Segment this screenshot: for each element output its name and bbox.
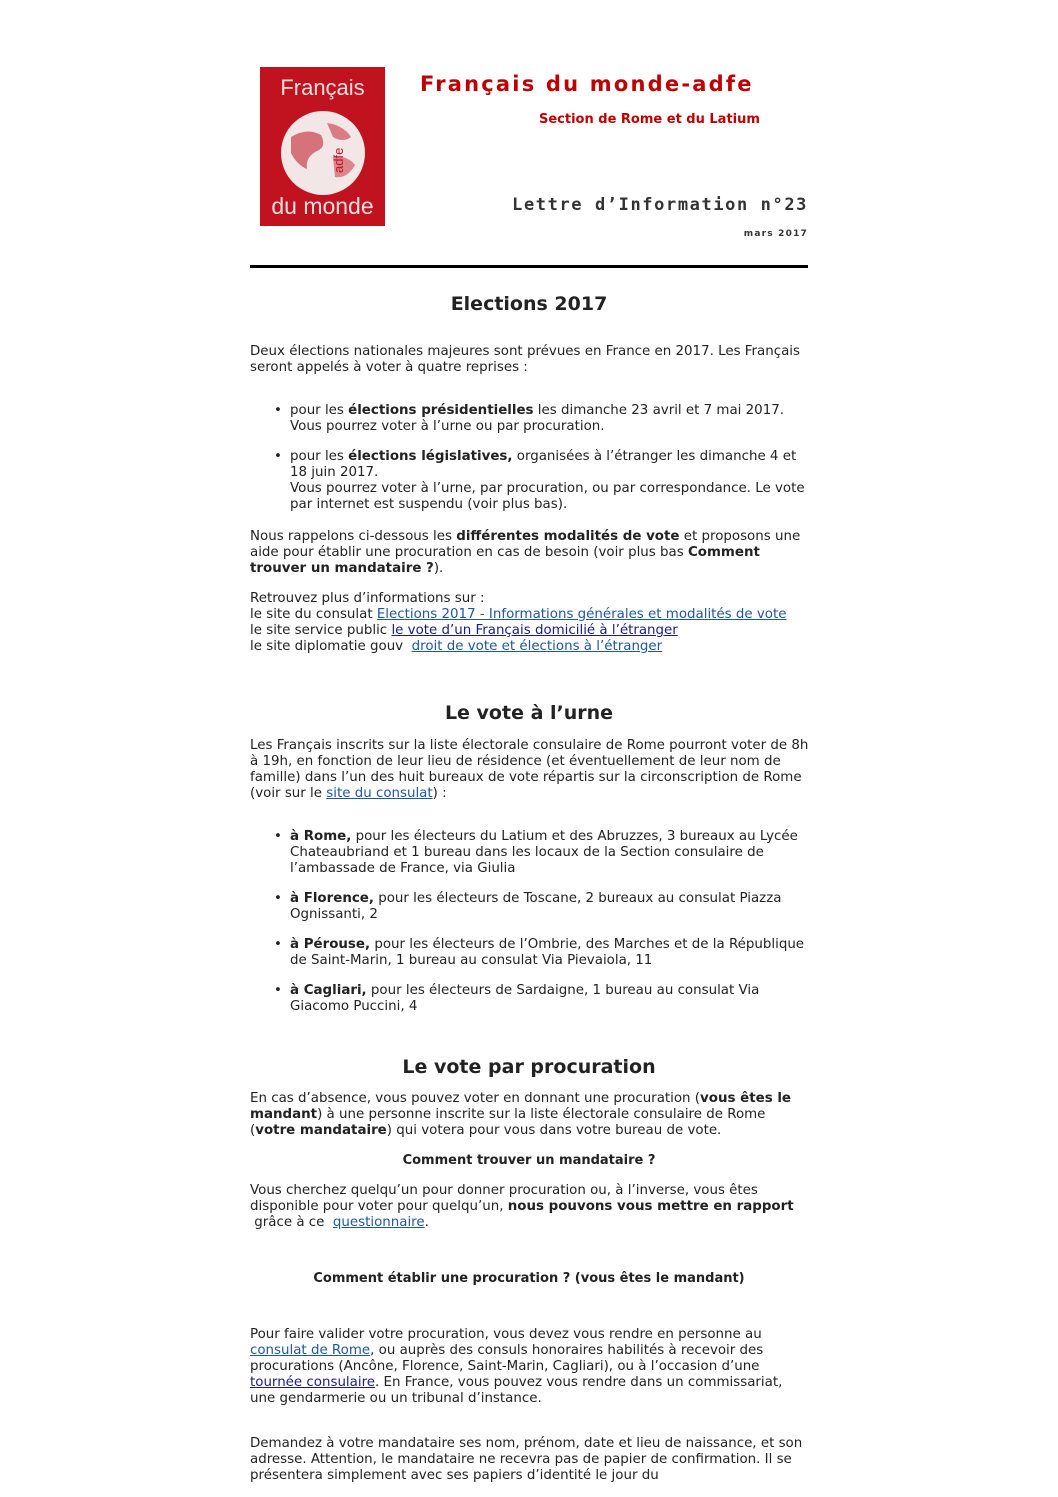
modalites-paragraph: Nous rappelons ci-dessous les différentes modalités de vote et proposons une aide pour établir une procuration en cas de besoin (voir plus bas Comment trouver un mandataire ?).	[250, 529, 801, 576]
list-item: • à Cagliari, pour les électeurs de Sardaigne, 1 bureau au consulat Via Giacomo Puccini, 4	[274, 983, 760, 1014]
bullet-icon: •	[274, 449, 282, 464]
section-title-procuration: Le vote par procuration	[402, 1056, 656, 1078]
logo-text-top: Français	[280, 75, 365, 100]
list-item: • à Florence, pour les électeurs de Toscane, 2 bureaux au consulat Piazza Ognissanti, 2	[274, 891, 782, 922]
organization-logo	[260, 67, 385, 226]
section-title-urne: Le vote à l’urne	[444, 702, 614, 724]
bullet-icon: •	[274, 983, 282, 998]
section-title-elections: Elections 2017	[450, 293, 608, 315]
elections-list	[250, 403, 810, 527]
link-questionnaire[interactable]: questionnaire	[332, 1215, 425, 1230]
link-site-du-consulat[interactable]: site du consulat	[326, 786, 433, 801]
mandataire-details-paragraph: Demandez à votre mandataire ses nom, prénom, date et lieu de naissance, et son adresse. Attention, le mandataire ne recevra pas de papier de confirmation. Il se présentera simplement avec ses papiers d’identité le jour du	[250, 1436, 803, 1483]
bureaux-list	[250, 829, 810, 1029]
bullet-icon: •	[274, 937, 282, 952]
link-tournee-consulaire[interactable]: tournée consulaire	[250, 1375, 376, 1390]
logo-adfe-tag: adfe	[331, 147, 346, 173]
list-item: • à Pérouse, pour les électeurs de l’Ombrie, des Marches et de la République de Saint-Marin, 1 bureau au consulat Via Pievaiola, 11	[274, 937, 805, 968]
list-item: • pour les élections législatives, organisées à l’étranger les dimanche 4 et 18 juin 2017. Vous pourrez voter à l’urne, par procuration, ou par correspondance. Le vote par internet est suspendu (voir plus bas).	[274, 449, 805, 512]
bullet-icon: •	[274, 891, 282, 906]
list-item: • pour les élections présidentielles les dimanche 23 avril et 7 mai 2017. Vous pourrez voter à l’urne ou par procuration.	[274, 403, 784, 434]
header-divider	[250, 265, 808, 268]
procuration-intro: En cas d’absence, vous pouvez voter en donnant une procuration (vous êtes le mandant) à une personne inscrite sur la liste électorale consulaire de Rome (votre mandataire) qui votera pour vous dans votre bureau de vote.	[250, 1091, 791, 1138]
newsletter-title: Lettre d’Information n°23	[512, 195, 808, 215]
subsection-title-find-mandataire: Comment trouver un mandataire ?	[402, 1153, 656, 1168]
elections-intro: Deux élections nationales majeures sont prévues en France en 2017. Les Français seront appelés à voter à quatre reprises :	[250, 344, 800, 375]
more-info-heading: Retrouvez plus d’informations sur :	[250, 591, 485, 606]
organization-title: Français du monde-adfe	[420, 72, 754, 96]
bullet-icon: •	[274, 829, 282, 844]
link-service-public[interactable]: le vote d’un Français domicilié à l’étranger	[391, 623, 678, 638]
newsletter-date: mars 2017	[743, 229, 808, 239]
more-info-block: Retrouvez plus d’informations sur : le site du consulat Elections 2017 - Informations générales et modalités de vote le site service public le vote d’un Français domicilié à l’étranger le site diplomatie gouv droit de vote et élections à l’étranger	[250, 591, 787, 654]
urne-intro: Les Français inscrits sur la liste électorale consulaire de Rome pourront voter de 8h à 19h, en fonction de leur lieu de résidence (et éventuellement de leur nom de famille) dans l’un des huit bureaux de vote répartis sur la circonscription de Rome (voir sur le site du consulat) :	[250, 738, 809, 801]
link-consulat-elections-2017[interactable]: Elections 2017 - Informations générales et modalités de vote	[376, 607, 787, 622]
list-item: • à Rome, pour les électeurs du Latium et des Abruzzes, 3 bureaux au Lycée Chateaubriand et 1 bureau dans les locaux de la Section consulaire de l’ambassade de France, via Giulia	[274, 829, 798, 876]
logo-text-bottom: du monde	[271, 193, 374, 219]
globe-icon	[277, 107, 369, 199]
link-diplomatie-gouv[interactable]: droit de vote et élections à l’étranger	[411, 639, 663, 654]
find-mandataire-paragraph: Vous cherchez quelqu’un pour donner procuration ou, à l’inverse, vous êtes disponible pour voter pour quelqu’un, nous pouvons vous mettre en rapport grâce à ce questionnaire.	[250, 1183, 794, 1230]
link-consulat-de-rome[interactable]: consulat de Rome	[250, 1343, 371, 1358]
establish-paragraph: Pour faire valider votre procuration, vous devez vous rendre en personne au consulat de Rome, ou auprès des consuls honoraires habilités à recevoir des procurations (Ancône, Florence, Saint-Marin, Cagliari), ou à l’occasion d’une tournée consulaire. En France, vous pouvez vous rendre dans un commissariat, une gendarmerie ou un tribunal d’instance.	[250, 1327, 783, 1406]
subsection-title-establish-procuration: Comment établir une procuration ? (vous êtes le mandant)	[313, 1271, 745, 1286]
bullet-icon: •	[274, 403, 282, 418]
organization-subtitle: Section de Rome et du Latium	[539, 112, 760, 127]
